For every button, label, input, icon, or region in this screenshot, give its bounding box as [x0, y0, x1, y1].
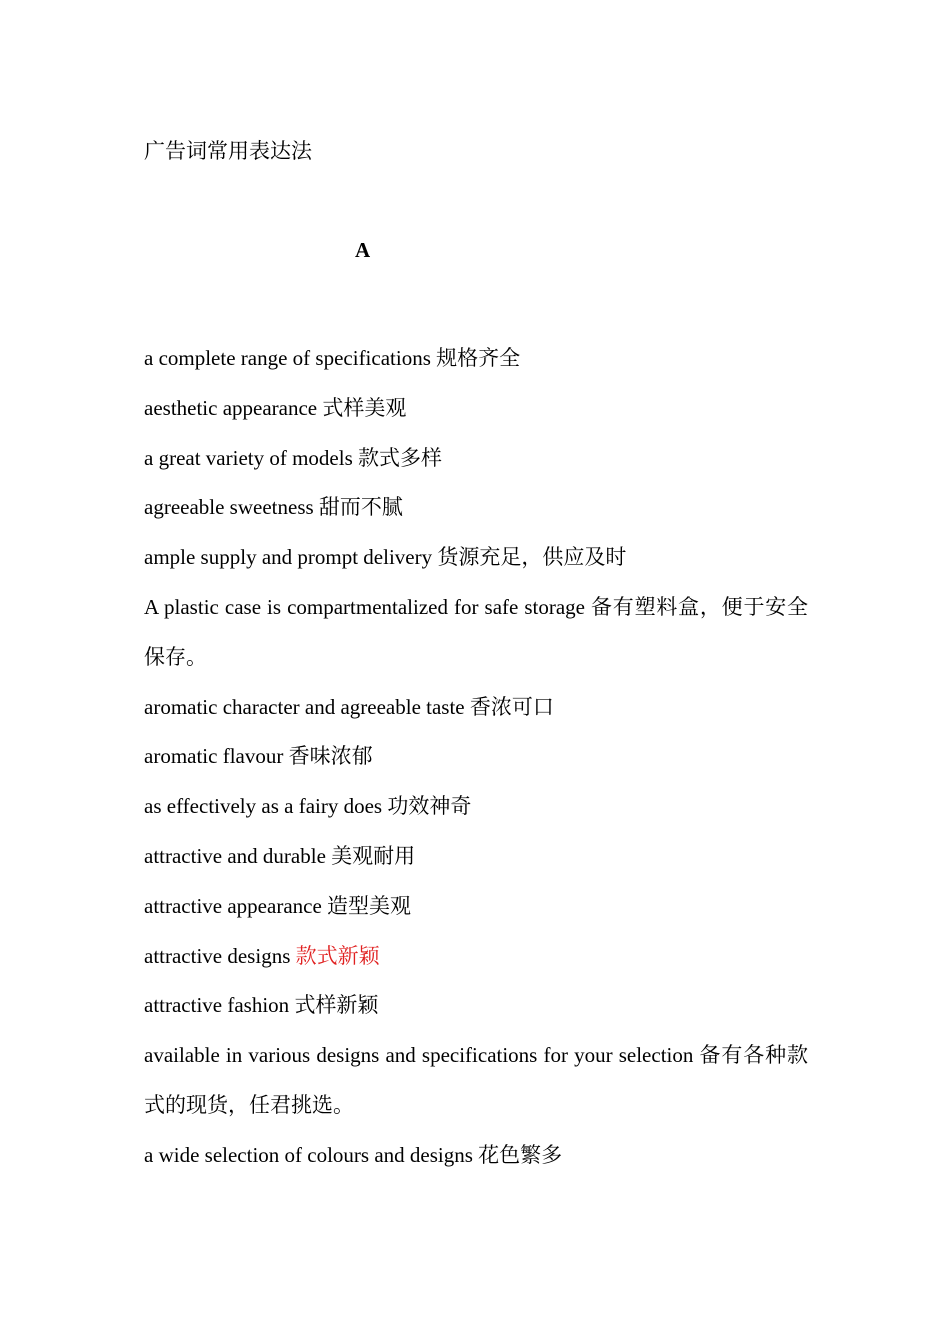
english-phrase: attractive fashion [144, 993, 290, 1018]
highlighted-translation: 款式新颖 [295, 943, 380, 968]
chinese-translation: 款式多样 [358, 445, 442, 470]
section-heading: A [355, 238, 371, 262]
phrase-list [144, 334, 808, 1181]
list-item [144, 1031, 808, 1131]
english-phrase: aromatic flavour [144, 744, 284, 769]
chinese-translation: 花色繁多 [478, 1142, 563, 1167]
list-item [144, 384, 808, 434]
list-item [144, 583, 808, 683]
chinese-translation: 货源充足，供应及时 [437, 545, 627, 570]
english-phrase: a complete range of specifications [144, 346, 431, 370]
chinese-translation: 造型美观 [327, 893, 412, 918]
english-phrase: as effectively as a fairy does [144, 794, 383, 819]
chinese-translation: 香味浓郁 [288, 744, 373, 769]
chinese-translation: 香浓可口 [469, 694, 554, 719]
chinese-translation: 美观耐用 [331, 843, 416, 868]
list-item [144, 434, 808, 484]
english-phrase: attractive appearance [144, 893, 322, 918]
list-item [144, 981, 808, 1031]
english-phrase: agreeable sweetness [144, 495, 314, 520]
english-phrase: available in various designs and specifications for your selection [144, 1043, 694, 1068]
english-phrase: aesthetic appearance [144, 395, 318, 420]
english-phrase: attractive designs [144, 943, 291, 968]
chinese-translation: 式样新颖 [294, 993, 379, 1018]
list-item [144, 782, 808, 832]
list-item [144, 882, 808, 932]
list-item [144, 832, 808, 882]
chinese-translation: 规格齐全 [436, 346, 521, 370]
english-phrase: a great variety of models [144, 445, 353, 470]
english-phrase: A plastic case is compartmentalized for safe storage [144, 594, 585, 619]
list-item [144, 932, 808, 982]
document-title: 广告词常用表达法 [144, 139, 312, 163]
chinese-translation: 式样美观 [322, 395, 407, 420]
list-item [144, 483, 808, 533]
list-item [144, 1131, 808, 1181]
chinese-translation: 甜而不腻 [318, 495, 403, 520]
list-item [144, 533, 808, 583]
list-item [144, 732, 808, 782]
english-phrase: a wide selection of colours and designs [144, 1142, 473, 1167]
list-item [144, 334, 808, 384]
chinese-translation: 备有各种款式的现货，任君挑选。 [144, 1043, 809, 1117]
english-phrase: ample supply and prompt delivery [144, 545, 433, 570]
chinese-translation: 备有塑料盒，便于安全保存。 [144, 594, 809, 669]
chinese-translation: 功效神奇 [387, 794, 472, 819]
list-item [144, 683, 808, 733]
english-phrase: aromatic character and agreeable taste [144, 694, 465, 719]
english-phrase: attractive and durable [144, 843, 326, 868]
